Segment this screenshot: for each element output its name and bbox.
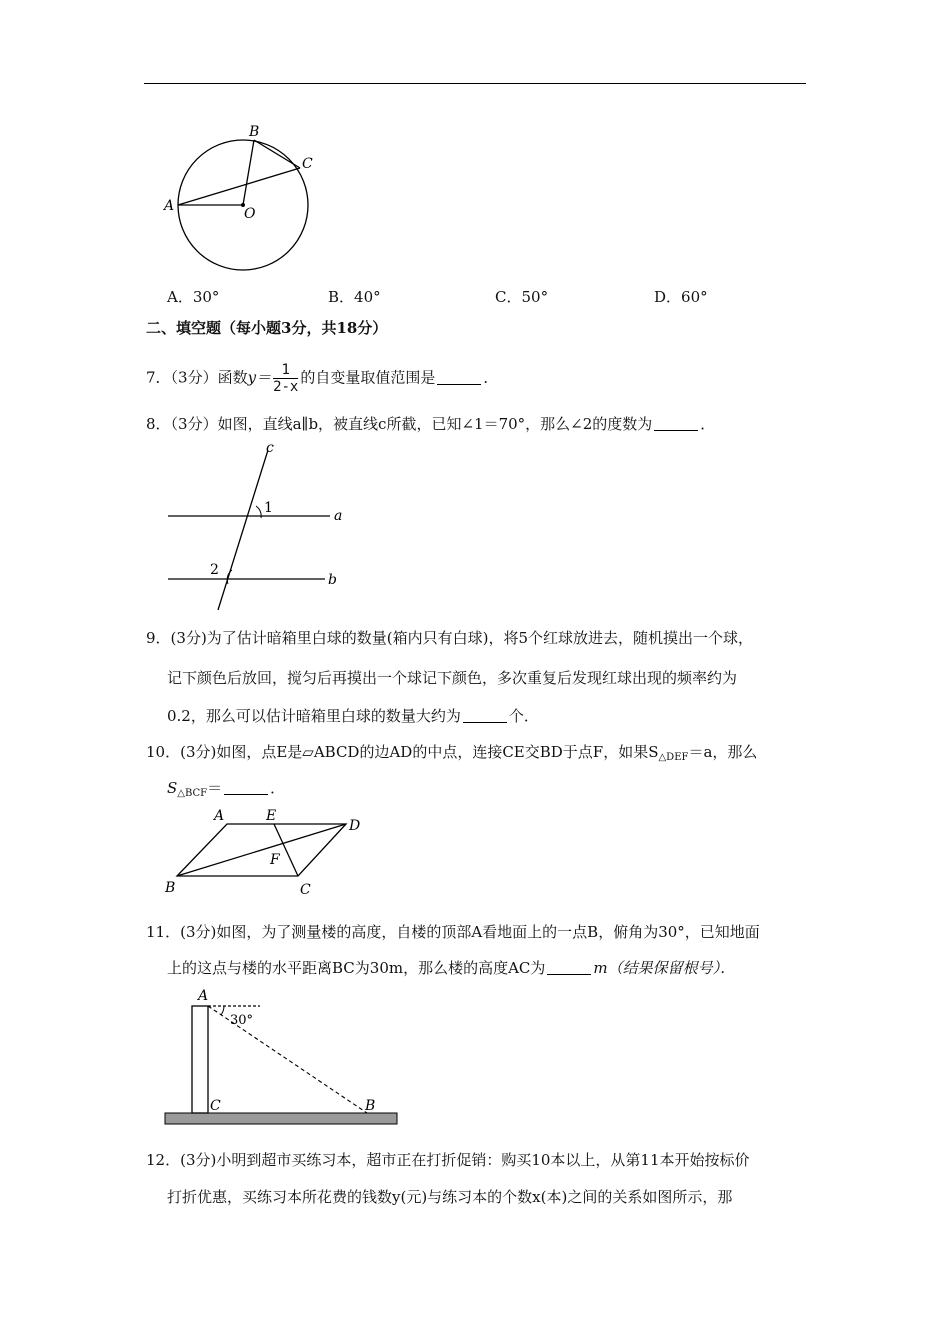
segment-ob (243, 140, 254, 205)
angle-arc (221, 1006, 224, 1015)
q9-line3-text: 0.2，那么可以估计暗箱里白球的数量大约为 (167, 707, 461, 725)
label-o: O (244, 206, 256, 222)
label-b: B (249, 124, 260, 140)
q8-answer-blank[interactable] (654, 416, 698, 431)
angle-2-arc (227, 570, 232, 584)
label-a: a (334, 508, 343, 524)
label-b: b (328, 572, 337, 588)
q9-answer-blank[interactable] (463, 708, 507, 723)
q10-line2-s: S (167, 779, 178, 797)
label-d: D (349, 818, 361, 834)
q10-sub1: △DEF (658, 752, 689, 763)
question-9-line1: 9．(3分)为了估计暗箱里白球的数量(箱内只有白球)，将5个红球放进去，随机摸出一个球， (146, 629, 754, 647)
question-12-line1: 12．(3分)小明到超市买练习本，超市正在打折促销：购买10本以上，从第11本开始按标价 (146, 1151, 750, 1169)
label-angle-2: 2 (210, 562, 219, 578)
segment-ce (274, 824, 298, 876)
option-b[interactable]: B．40° (328, 288, 381, 306)
q10-line2-text: ＝ (207, 779, 223, 797)
label-a: A (214, 808, 225, 824)
question-9-line3 (167, 706, 539, 726)
q8-end: ． (700, 415, 716, 433)
segment-bc (254, 140, 300, 168)
parallelogram-figure (160, 804, 380, 904)
q9-end: 个． (508, 707, 539, 725)
circle-figure (160, 120, 330, 280)
question-12-line2: 打折优惠，买练习本所花费的钱数y(元)与练习本的个数x(本)之间的关系如图所示，那 (167, 1188, 733, 1206)
label-c: C (210, 1098, 221, 1114)
q7-answer-blank[interactable] (437, 370, 481, 385)
q10-line1-text: 10．(3分)如图，点E是▱ABCD的边AD的中点，连接CE交BD于点F，如果S (146, 743, 659, 761)
label-f: F (270, 852, 280, 868)
question-11-line1: 11．(3分)如图，为了测量楼的高度，自楼的顶部A看地面上的一点B，俯角为30°，已知地面 (146, 923, 760, 941)
building-figure (160, 986, 405, 1126)
q10-answer-blank[interactable] (224, 780, 268, 795)
question-9-line2: 记下颜色后放回，搅匀后再摸出一个球记下颜色，多次重复后发现红球出现的频率约为 (167, 669, 738, 687)
question-8 (146, 414, 715, 434)
q7-denominator: 2-x (273, 379, 299, 395)
label-angle-1: 1 (264, 500, 273, 516)
label-c: c (266, 440, 274, 456)
q7-yeq: y＝ (247, 368, 272, 387)
question-7 (146, 362, 498, 395)
question-10-line2 (167, 778, 285, 804)
q8-text: 8．（3分）如图，直线a∥b，被直线c所截，已知∠1＝70°，那么∠2的度数为 (146, 415, 653, 433)
label-c: C (302, 156, 313, 172)
q7-fraction (273, 362, 298, 395)
option-d[interactable]: D．60° (654, 288, 708, 306)
q7-prefix: 7．（3分）函数 (146, 368, 248, 387)
question-10-line1 (146, 742, 757, 768)
label-e: E (266, 808, 277, 824)
parallel-lines-figure (160, 438, 360, 618)
label-angle: 30° (230, 1013, 254, 1028)
q10-end: ． (270, 779, 286, 797)
label-b: B (365, 1098, 376, 1114)
building (192, 1006, 208, 1113)
q10-line1-end: ＝a，那么 (688, 743, 758, 761)
label-a: A (198, 988, 209, 1004)
label-c: C (300, 882, 311, 898)
line-c (218, 450, 268, 610)
q7-end: ． (483, 368, 499, 387)
label-b: B (165, 880, 176, 896)
q11-line2-end: m（结果保留根号）． (593, 959, 736, 977)
section-title: 二、填空题（每小题3分，共18分） (146, 319, 388, 337)
header-rule (144, 83, 806, 84)
q7-suffix: 的自变量取值范围是 (300, 368, 436, 387)
option-a[interactable]: A．30° (167, 288, 220, 306)
q10-sub2: △BCF (177, 788, 208, 799)
question-11-line2 (167, 958, 735, 978)
label-a: A (164, 198, 175, 214)
ground (165, 1113, 397, 1124)
q11-answer-blank[interactable] (547, 960, 591, 975)
option-c[interactable]: C．50° (495, 288, 549, 306)
q11-line2-text: 上的这点与楼的水平距离BC为30m，那么楼的高度AC为 (167, 959, 546, 977)
segment-ac (178, 168, 300, 205)
q7-numerator: 1 (273, 362, 298, 379)
